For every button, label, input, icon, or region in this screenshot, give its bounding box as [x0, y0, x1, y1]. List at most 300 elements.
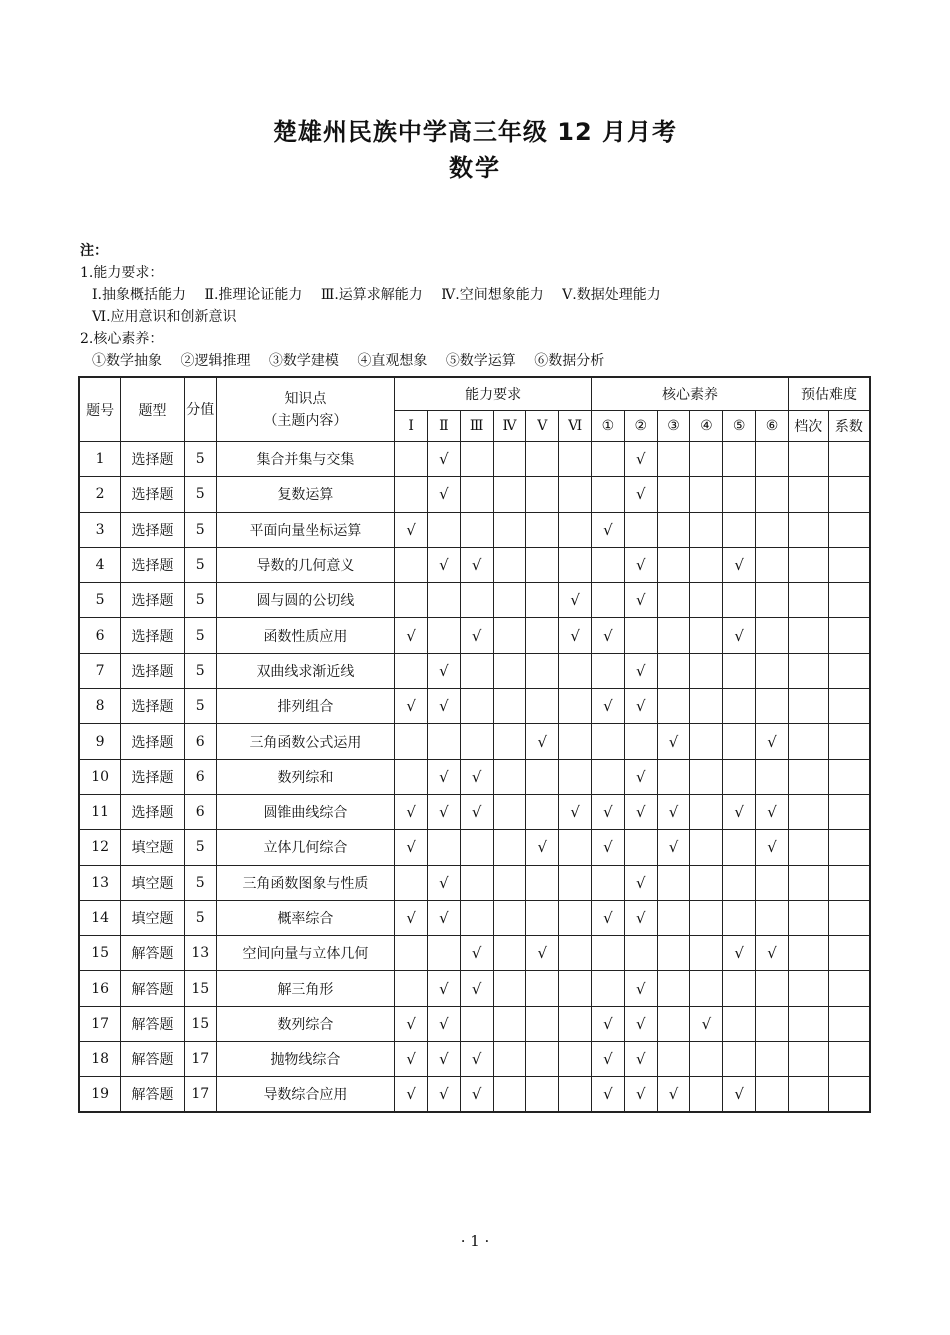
header-literacy-col: ① [592, 411, 625, 442]
cell-ability [493, 900, 526, 935]
cell-ability [493, 689, 526, 724]
cell-literacy [592, 547, 625, 582]
cell-topic: 集合并集与交集 [216, 442, 395, 477]
cell-score: 5 [184, 865, 216, 900]
cell-number: 14 [79, 900, 121, 935]
table-row [79, 1077, 870, 1112]
table-row [79, 1042, 870, 1077]
cell-number: 17 [79, 1006, 121, 1041]
cell-type: 选择题 [121, 477, 185, 512]
cell-literacy [690, 689, 723, 724]
cell-literacy [657, 653, 690, 688]
header-ability-group: 能力要求 [395, 377, 592, 411]
cell-ability [493, 583, 526, 618]
table-row [79, 794, 870, 829]
literacy-item: ②逻辑推理 [180, 353, 251, 369]
cell-difficulty-level [788, 724, 828, 759]
cell-literacy [756, 759, 789, 794]
cell-ability [460, 653, 493, 688]
table-row [79, 971, 870, 1006]
cell-number: 11 [79, 794, 121, 829]
cell-literacy: √ [690, 1006, 723, 1041]
header-difficulty-coef: 系数 [828, 411, 870, 442]
cell-topic: 排列组合 [216, 689, 395, 724]
cell-score: 5 [184, 618, 216, 653]
header-literacy-col: ③ [657, 411, 690, 442]
cell-ability: √ [428, 689, 461, 724]
cell-number: 10 [79, 759, 121, 794]
cell-ability [493, 512, 526, 547]
table-row [79, 547, 870, 582]
cell-difficulty-coef [828, 865, 870, 900]
table-row [79, 477, 870, 512]
cell-topic: 抛物线综合 [216, 1042, 395, 1077]
cell-type: 选择题 [121, 618, 185, 653]
cell-ability [493, 442, 526, 477]
cell-literacy: √ [592, 689, 625, 724]
cell-score: 17 [184, 1042, 216, 1077]
cell-ability: √ [395, 689, 428, 724]
cell-difficulty-coef [828, 653, 870, 688]
table-row [79, 583, 870, 618]
table-row [79, 689, 870, 724]
cell-number: 1 [79, 442, 121, 477]
cell-ability: √ [395, 1042, 428, 1077]
cell-number: 5 [79, 583, 121, 618]
header-ability-col: Ⅳ [493, 411, 526, 442]
cell-literacy [690, 971, 723, 1006]
cell-type: 解答题 [121, 936, 185, 971]
cell-ability [428, 583, 461, 618]
cell-ability [526, 442, 559, 477]
cell-literacy [657, 583, 690, 618]
cell-literacy [723, 971, 756, 1006]
cell-ability [493, 936, 526, 971]
cell-type: 选择题 [121, 689, 185, 724]
cell-score: 5 [184, 583, 216, 618]
cell-ability [526, 583, 559, 618]
header-number: 题号 [79, 377, 121, 442]
ability-heading: 1.能力要求： [80, 265, 164, 281]
cell-literacy: √ [592, 512, 625, 547]
cell-type: 选择题 [121, 512, 185, 547]
cell-ability [526, 1006, 559, 1041]
cell-literacy [690, 442, 723, 477]
cell-number: 15 [79, 936, 121, 971]
page-subtitle: 数学 [449, 154, 501, 182]
cell-type: 选择题 [121, 653, 185, 688]
cell-literacy [624, 724, 657, 759]
cell-literacy: √ [624, 547, 657, 582]
cell-ability: √ [559, 583, 592, 618]
cell-literacy [756, 900, 789, 935]
cell-ability [428, 936, 461, 971]
cell-score: 15 [184, 971, 216, 1006]
cell-ability: √ [526, 830, 559, 865]
cell-literacy: √ [624, 583, 657, 618]
cell-topic: 圆与圆的公切线 [216, 583, 395, 618]
cell-ability [559, 512, 592, 547]
literacy-list [80, 350, 880, 372]
cell-score: 6 [184, 724, 216, 759]
cell-ability [395, 653, 428, 688]
cell-literacy [723, 830, 756, 865]
cell-score: 5 [184, 512, 216, 547]
cell-number: 18 [79, 1042, 121, 1077]
ability-item: Ⅲ.运算求解能力 [320, 287, 423, 303]
table-row [79, 512, 870, 547]
cell-literacy [657, 689, 690, 724]
cell-literacy [592, 936, 625, 971]
table-row [79, 830, 870, 865]
cell-ability [526, 759, 559, 794]
cell-literacy [657, 477, 690, 512]
cell-difficulty-coef [828, 971, 870, 1006]
cell-score: 5 [184, 830, 216, 865]
header-ability-col: Ⅱ [428, 411, 461, 442]
header-ability-col: Ⅴ [526, 411, 559, 442]
cell-literacy [592, 724, 625, 759]
cell-literacy [657, 1042, 690, 1077]
cell-literacy [624, 618, 657, 653]
cell-topic: 圆锥曲线综合 [216, 794, 395, 829]
cell-literacy [723, 689, 756, 724]
cell-ability [493, 1006, 526, 1041]
cell-ability [526, 477, 559, 512]
cell-type: 解答题 [121, 1077, 185, 1112]
header-ability-col: Ⅲ [460, 411, 493, 442]
cell-ability: √ [395, 830, 428, 865]
header-difficulty-group: 预估难度 [788, 377, 870, 411]
cell-ability [395, 936, 428, 971]
cell-literacy [592, 971, 625, 1006]
cell-literacy [756, 653, 789, 688]
cell-literacy [690, 936, 723, 971]
cell-difficulty-level [788, 583, 828, 618]
cell-difficulty-level [788, 618, 828, 653]
cell-difficulty-coef [828, 1077, 870, 1112]
table-row [79, 759, 870, 794]
cell-ability: √ [395, 1077, 428, 1112]
cell-ability [395, 477, 428, 512]
cell-literacy [657, 900, 690, 935]
cell-literacy [657, 618, 690, 653]
cell-ability [395, 724, 428, 759]
cell-topic: 函数性质应用 [216, 618, 395, 653]
cell-literacy: √ [657, 794, 690, 829]
cell-score: 5 [184, 653, 216, 688]
cell-literacy [690, 477, 723, 512]
cell-literacy [723, 759, 756, 794]
cell-literacy [657, 547, 690, 582]
cell-type: 填空题 [121, 865, 185, 900]
cell-difficulty-coef [828, 442, 870, 477]
cell-literacy [592, 583, 625, 618]
cell-difficulty-coef [828, 759, 870, 794]
cell-score: 17 [184, 1077, 216, 1112]
cell-type: 选择题 [121, 759, 185, 794]
cell-ability: √ [428, 794, 461, 829]
cell-ability [460, 865, 493, 900]
cell-topic: 空间向量与立体几何 [216, 936, 395, 971]
cell-literacy [592, 477, 625, 512]
cell-literacy: √ [756, 794, 789, 829]
cell-ability [559, 1006, 592, 1041]
cell-literacy: √ [723, 618, 756, 653]
cell-type: 选择题 [121, 583, 185, 618]
cell-literacy [657, 865, 690, 900]
cell-number: 4 [79, 547, 121, 582]
cell-literacy: √ [624, 1006, 657, 1041]
cell-difficulty-level [788, 1006, 828, 1041]
cell-ability [460, 512, 493, 547]
cell-literacy [723, 865, 756, 900]
cell-literacy: √ [723, 794, 756, 829]
cell-ability [526, 865, 559, 900]
cell-ability [460, 477, 493, 512]
cell-literacy: √ [657, 830, 690, 865]
cell-ability [559, 759, 592, 794]
header-ability-col: Ⅰ [395, 411, 428, 442]
cell-ability: √ [395, 794, 428, 829]
cell-ability [559, 689, 592, 724]
cell-type: 填空题 [121, 900, 185, 935]
ability-item: Ⅱ.推理论证能力 [204, 287, 303, 303]
header-literacy-group: 核心素养 [592, 377, 789, 411]
cell-literacy [657, 759, 690, 794]
cell-literacy [690, 1042, 723, 1077]
cell-number: 8 [79, 689, 121, 724]
cell-ability: √ [428, 442, 461, 477]
cell-literacy: √ [624, 865, 657, 900]
cell-number: 2 [79, 477, 121, 512]
cell-difficulty-level [788, 900, 828, 935]
cell-literacy [723, 900, 756, 935]
cell-difficulty-level [788, 759, 828, 794]
ability-item: Ⅰ.抽象概括能力 [92, 287, 186, 303]
cell-topic: 导数综合应用 [216, 1077, 395, 1112]
cell-number: 16 [79, 971, 121, 1006]
cell-literacy [690, 794, 723, 829]
cell-literacy [690, 583, 723, 618]
cell-difficulty-level [788, 1042, 828, 1077]
cell-difficulty-level [788, 936, 828, 971]
cell-ability [460, 442, 493, 477]
cell-literacy [756, 583, 789, 618]
cell-literacy [657, 442, 690, 477]
cell-literacy: √ [592, 1077, 625, 1112]
cell-ability: √ [428, 865, 461, 900]
cell-ability: √ [395, 512, 428, 547]
cell-literacy [723, 512, 756, 547]
cell-score: 5 [184, 689, 216, 724]
cell-literacy [592, 442, 625, 477]
literacy-item: ③数学建模 [268, 353, 339, 369]
cell-literacy: √ [592, 900, 625, 935]
cell-literacy [690, 865, 723, 900]
cell-number: 3 [79, 512, 121, 547]
cell-difficulty-coef [828, 618, 870, 653]
cell-literacy [657, 971, 690, 1006]
cell-topic: 概率综合 [216, 900, 395, 935]
cell-literacy: √ [624, 689, 657, 724]
cell-difficulty-coef [828, 477, 870, 512]
cell-difficulty-level [788, 1077, 828, 1112]
header-type: 题型 [121, 377, 185, 442]
cell-difficulty-coef [828, 900, 870, 935]
cell-literacy [592, 759, 625, 794]
cell-ability [493, 830, 526, 865]
cell-ability [395, 971, 428, 1006]
cell-number: 9 [79, 724, 121, 759]
cell-ability [526, 653, 559, 688]
cell-ability: √ [428, 653, 461, 688]
cell-difficulty-coef [828, 583, 870, 618]
ability-list-line2: Ⅵ.应用意识和创新意识 [92, 309, 237, 325]
cell-ability [559, 971, 592, 1006]
cell-ability [493, 865, 526, 900]
cell-number: 12 [79, 830, 121, 865]
cell-literacy [723, 653, 756, 688]
cell-ability: √ [395, 900, 428, 935]
cell-topic: 数列综合 [216, 1006, 395, 1041]
cell-difficulty-level [788, 512, 828, 547]
cell-literacy: √ [624, 1077, 657, 1112]
cell-ability: √ [428, 900, 461, 935]
cell-literacy [690, 900, 723, 935]
ability-item: Ⅳ.空间想象能力 [441, 287, 544, 303]
cell-topic: 数列综和 [216, 759, 395, 794]
cell-literacy [756, 971, 789, 1006]
cell-ability [428, 724, 461, 759]
cell-literacy: √ [624, 971, 657, 1006]
cell-literacy [756, 442, 789, 477]
literacy-item: ⑥数据分析 [534, 353, 605, 369]
cell-ability: √ [526, 936, 559, 971]
cell-ability: √ [460, 936, 493, 971]
cell-literacy: √ [756, 936, 789, 971]
cell-literacy [756, 1042, 789, 1077]
cell-ability: √ [559, 618, 592, 653]
cell-ability: √ [395, 618, 428, 653]
cell-literacy: √ [756, 724, 789, 759]
cell-difficulty-coef [828, 689, 870, 724]
header-literacy-col: ⑤ [723, 411, 756, 442]
cell-ability [526, 689, 559, 724]
cell-ability [460, 724, 493, 759]
cell-difficulty-coef [828, 547, 870, 582]
cell-ability [526, 1077, 559, 1112]
cell-ability [559, 477, 592, 512]
cell-ability [526, 794, 559, 829]
cell-literacy: √ [723, 547, 756, 582]
cell-number: 13 [79, 865, 121, 900]
cell-literacy [690, 653, 723, 688]
cell-ability [493, 653, 526, 688]
cell-ability [395, 442, 428, 477]
header-literacy-col: ④ [690, 411, 723, 442]
cell-literacy: √ [624, 653, 657, 688]
cell-type: 填空题 [121, 830, 185, 865]
cell-literacy: √ [657, 724, 690, 759]
cell-ability [395, 583, 428, 618]
header-knowledge-sub: （主题内容） [263, 412, 348, 429]
table-row [79, 618, 870, 653]
cell-topic: 双曲线求渐近线 [216, 653, 395, 688]
cell-literacy [723, 583, 756, 618]
cell-score: 6 [184, 794, 216, 829]
cell-literacy [690, 512, 723, 547]
cell-difficulty-coef [828, 1006, 870, 1041]
cell-ability [559, 724, 592, 759]
cell-literacy [690, 830, 723, 865]
cell-literacy [723, 724, 756, 759]
cell-ability [493, 547, 526, 582]
table-row [79, 865, 870, 900]
cell-type: 解答题 [121, 1006, 185, 1041]
cell-difficulty-level [788, 653, 828, 688]
cell-ability [559, 865, 592, 900]
cell-type: 解答题 [121, 1042, 185, 1077]
cell-ability: √ [526, 724, 559, 759]
cell-ability: √ [428, 1006, 461, 1041]
cell-literacy [756, 547, 789, 582]
cell-literacy [690, 547, 723, 582]
cell-ability [493, 759, 526, 794]
cell-difficulty-coef [828, 936, 870, 971]
cell-literacy [624, 512, 657, 547]
cell-ability [428, 512, 461, 547]
cell-ability [559, 936, 592, 971]
cell-ability [559, 653, 592, 688]
cell-literacy: √ [592, 618, 625, 653]
cell-ability [559, 830, 592, 865]
cell-literacy [690, 759, 723, 794]
cell-difficulty-level [788, 865, 828, 900]
cell-difficulty-coef [828, 794, 870, 829]
cell-ability: √ [428, 547, 461, 582]
cell-type: 选择题 [121, 724, 185, 759]
cell-type: 选择题 [121, 547, 185, 582]
table-row [79, 900, 870, 935]
cell-literacy [690, 724, 723, 759]
cell-ability [559, 1077, 592, 1112]
cell-topic: 立体几何综合 [216, 830, 395, 865]
cell-literacy: √ [657, 1077, 690, 1112]
cell-topic: 平面向量坐标运算 [216, 512, 395, 547]
cell-ability: √ [428, 971, 461, 1006]
cell-ability [395, 865, 428, 900]
cell-score: 5 [184, 547, 216, 582]
literacy-item: ④直观想象 [357, 353, 428, 369]
cell-literacy: √ [624, 900, 657, 935]
cell-literacy: √ [624, 477, 657, 512]
cell-type: 选择题 [121, 794, 185, 829]
exam-spec-table [78, 376, 871, 1113]
cell-difficulty-level [788, 794, 828, 829]
cell-ability: √ [460, 794, 493, 829]
cell-ability: √ [428, 759, 461, 794]
header-ability-col: Ⅵ [559, 411, 592, 442]
header-score: 分值 [184, 377, 216, 442]
table-body [79, 442, 870, 1113]
cell-ability [395, 547, 428, 582]
cell-ability [460, 689, 493, 724]
cell-literacy: √ [592, 830, 625, 865]
cell-number: 19 [79, 1077, 121, 1112]
cell-ability [559, 442, 592, 477]
cell-ability [526, 512, 559, 547]
